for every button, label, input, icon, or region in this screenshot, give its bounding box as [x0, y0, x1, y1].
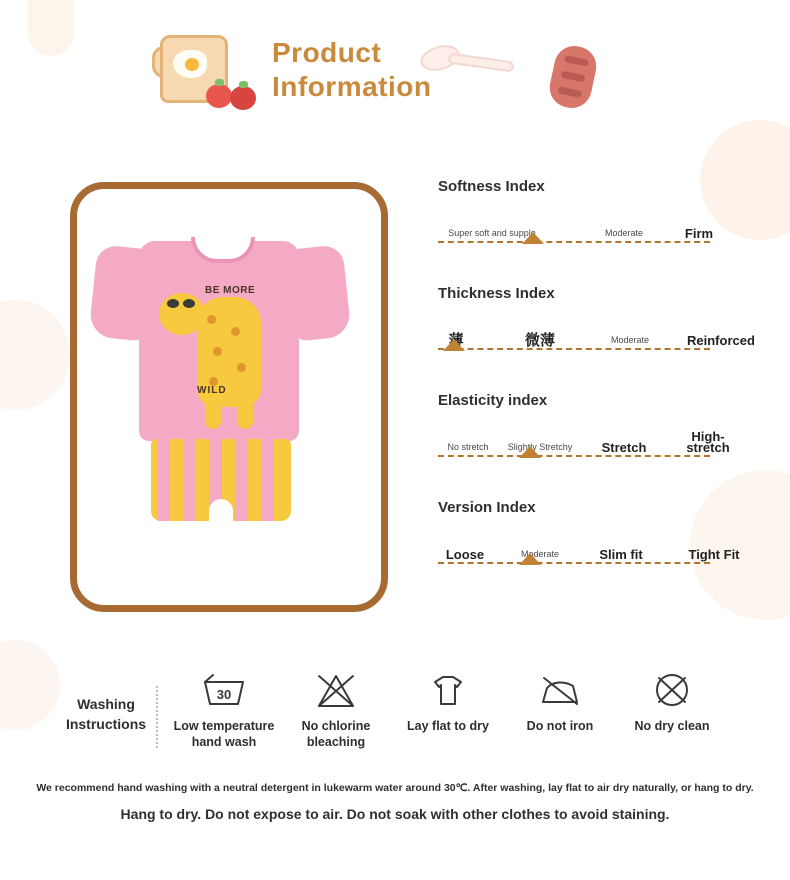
scale-labels — [438, 425, 738, 455]
graphic-text-top: BE MORE — [205, 285, 256, 296]
scale-label: Reinforced — [687, 333, 755, 348]
washing-instructions — [0, 668, 790, 750]
scale-marker — [443, 339, 465, 351]
care-note-secondary: Hang to dry. Do not expose to air. Do not soak with other clothes to avoid staining. — [120, 806, 670, 822]
no-chlorine-bleach-icon — [280, 668, 392, 712]
index-scale — [438, 318, 755, 362]
index-block — [438, 499, 738, 576]
scale-marker — [519, 553, 541, 565]
page-title-line1: Product — [272, 37, 382, 68]
do-not-iron-icon — [504, 668, 616, 712]
index-block — [438, 285, 755, 362]
scale-label: Tight Fit — [688, 547, 740, 562]
care-note-primary: We recommend hand washing with a neutral detergent in lukewarm water around 30℃. After washing, lay flat to air dry naturally, or hang to dry. — [36, 782, 754, 794]
shorts — [151, 439, 291, 521]
index-title: Version Index — [438, 499, 536, 516]
washing-instruction-label: Lay flat to dry — [407, 719, 489, 733]
lay-flat-to-dry-icon — [392, 668, 504, 712]
index-title: Softness Index — [438, 178, 545, 195]
index-title: Elasticity index — [438, 392, 548, 409]
scale-label: Slightly Stretchy — [507, 442, 573, 452]
washing-instruction-item — [168, 668, 280, 750]
product-image — [77, 189, 381, 605]
hand-wash-30-icon — [168, 668, 280, 712]
scale-label: Loose — [445, 547, 485, 562]
index-block — [438, 178, 738, 255]
washing-instruction-item — [280, 668, 392, 750]
scale-label: High-stretch — [686, 429, 730, 455]
washing-title-line2: Instructions — [65, 716, 147, 732]
washing-instruction-label: No dry clean — [634, 719, 710, 733]
divider — [156, 686, 158, 748]
scale-marker — [522, 232, 544, 244]
no-dry-clean-icon — [616, 668, 728, 712]
tomato-icon — [230, 86, 256, 110]
washing-instruction-item — [392, 668, 504, 750]
index-title: Thickness Index — [438, 285, 555, 302]
washing-instructions-title — [62, 668, 150, 734]
scale-track — [438, 348, 710, 350]
washing-title-line1: Washing — [77, 696, 135, 712]
scale-label: Moderate — [610, 335, 650, 345]
index-scale — [438, 532, 738, 576]
page-title — [272, 36, 432, 104]
scale-track — [438, 562, 710, 564]
washing-instruction-label: Low temperature hand wash — [173, 719, 275, 749]
scale-labels — [438, 318, 755, 349]
scale-track — [438, 455, 710, 457]
index-panel — [438, 178, 755, 606]
svg-text:30: 30 — [216, 687, 232, 702]
scale-marker — [519, 446, 541, 458]
index-scale — [438, 211, 738, 255]
scale-label: No stretch — [447, 442, 489, 452]
index-block — [438, 392, 738, 469]
scale-labels — [438, 532, 738, 562]
washing-instruction-label: Do not iron — [526, 719, 594, 733]
washing-instruction-item — [616, 668, 728, 750]
page-header — [0, 0, 790, 140]
index-scale — [438, 425, 738, 469]
scale-label: Firm — [684, 226, 714, 241]
scale-label: Moderate — [520, 549, 560, 559]
scale-track — [438, 241, 710, 243]
scale-label: 微薄 — [524, 332, 556, 349]
spoon-icon — [420, 46, 516, 68]
scale-label: Super soft and supple — [448, 228, 536, 238]
tomato-icon — [206, 84, 232, 108]
page-title-line2: Information — [272, 71, 432, 102]
washing-instruction-label: No chlorine bleaching — [301, 719, 371, 749]
scale-label: Moderate — [604, 228, 644, 238]
scale-labels — [438, 211, 738, 241]
decorative-blob — [0, 300, 70, 410]
scale-label: Slim fit — [599, 547, 643, 562]
product-image-frame — [70, 182, 388, 612]
graphic-text-bottom: WILD — [197, 385, 227, 396]
sausage-icon — [546, 42, 600, 111]
washing-instruction-item — [504, 668, 616, 750]
scale-label: Stretch — [601, 440, 647, 455]
scale-label: 薄 — [448, 332, 464, 349]
